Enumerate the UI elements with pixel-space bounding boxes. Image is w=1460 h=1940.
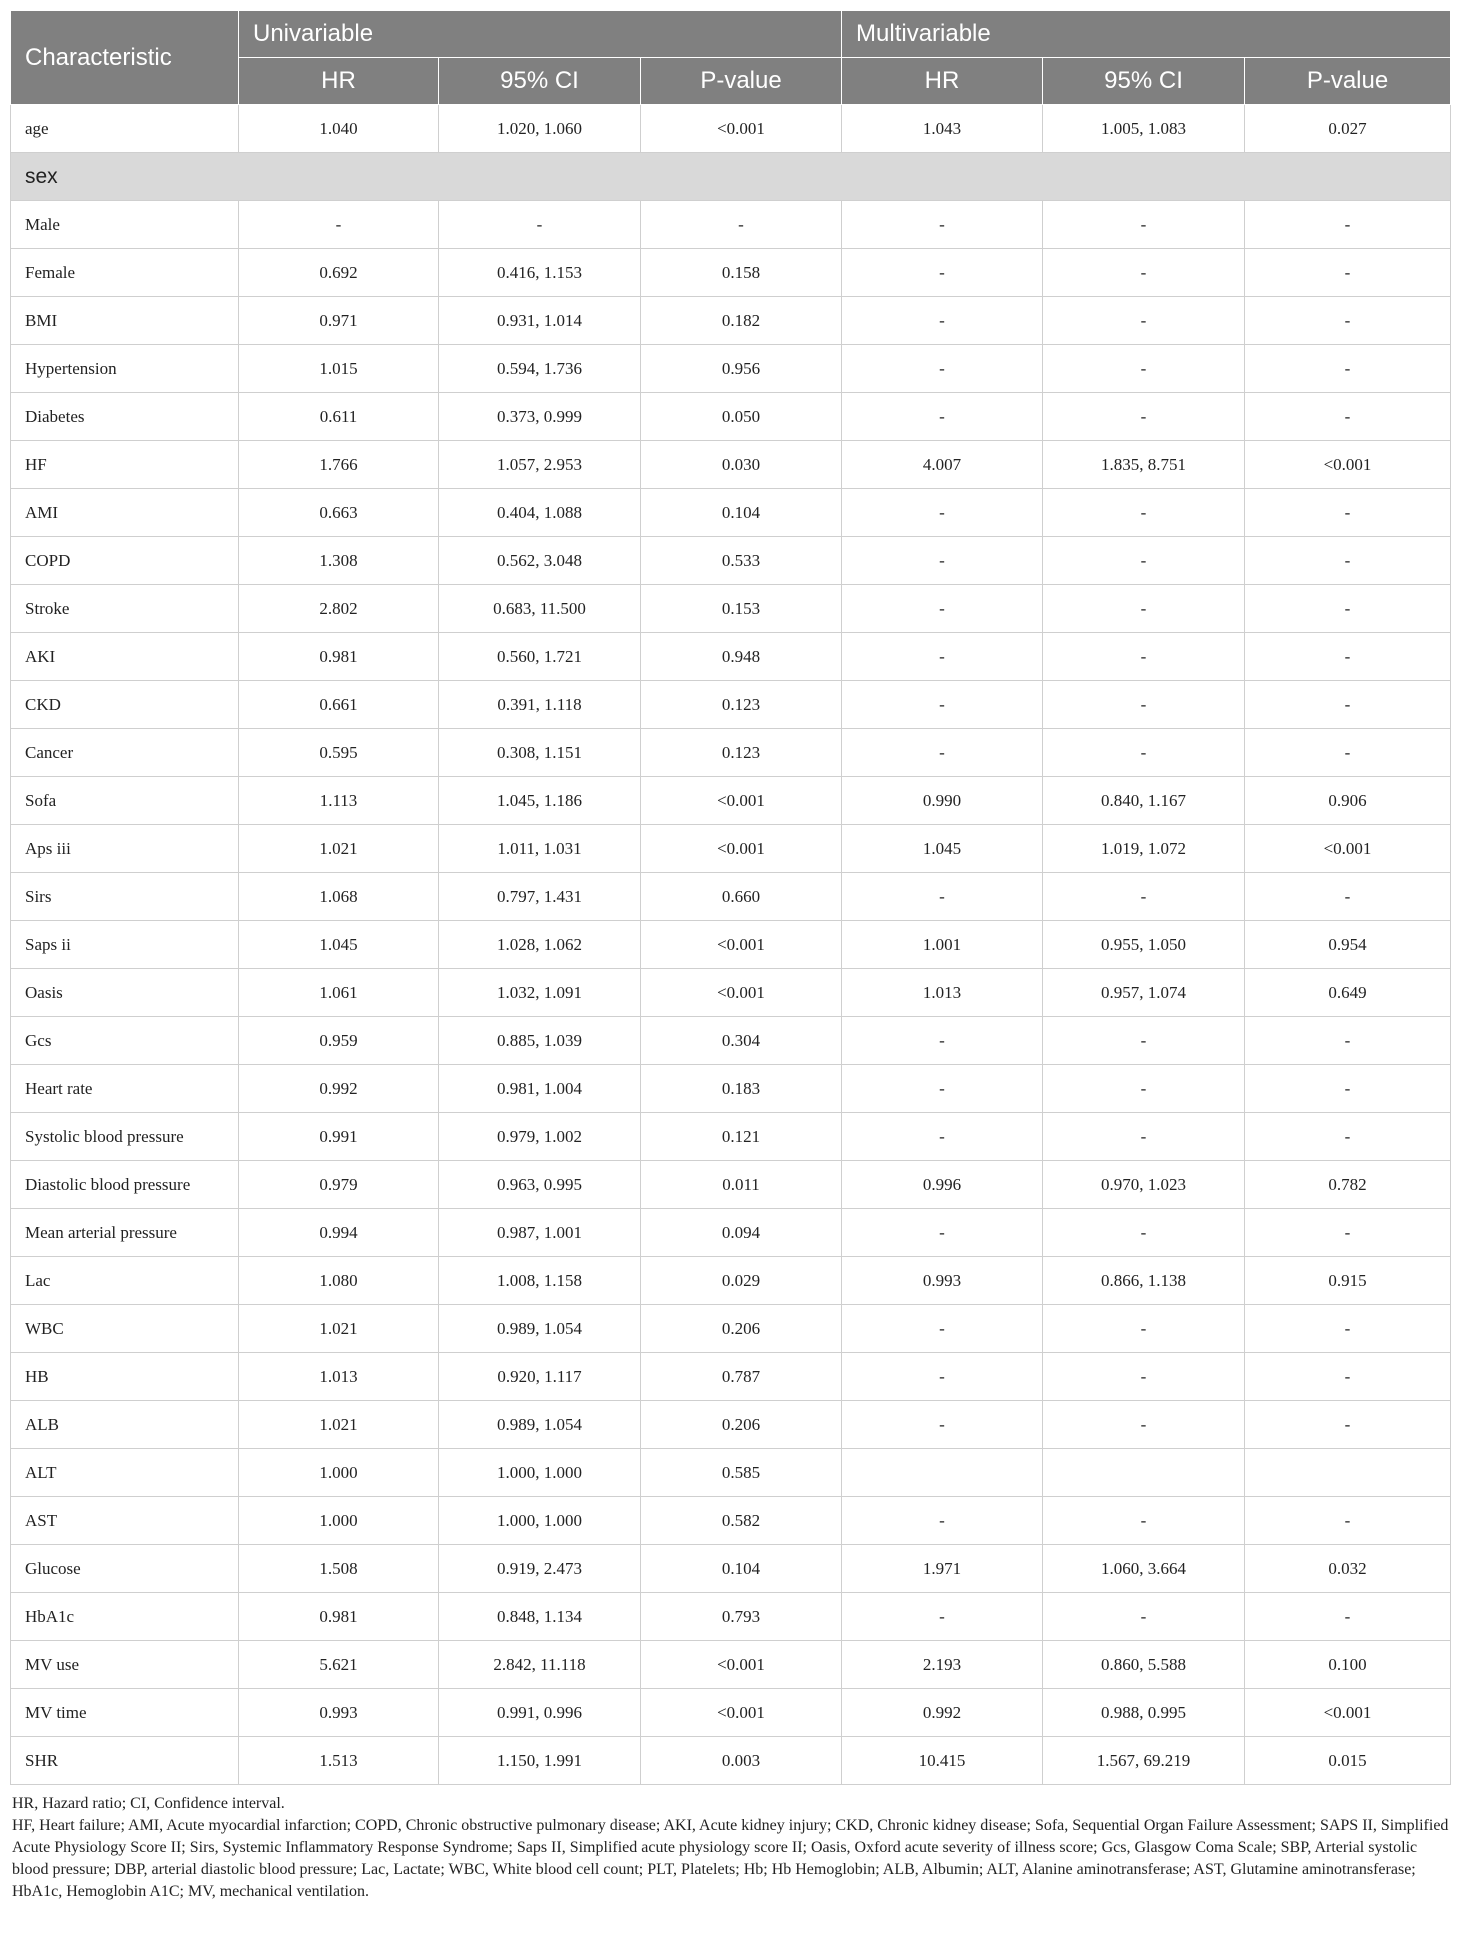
table-row <box>11 393 1451 441</box>
table-row <box>11 1737 1451 1785</box>
multi-ci-cell: 0.866, 1.138 <box>1043 1257 1245 1305</box>
uni-hr-cell: 1.766 <box>239 441 439 489</box>
table-row <box>11 1209 1451 1257</box>
multi-hr-cell: 10.415 <box>842 1737 1043 1785</box>
multi-hr-cell: - <box>842 489 1043 537</box>
multi-ci-cell: - <box>1043 489 1245 537</box>
uni-hr-cell: 0.692 <box>239 249 439 297</box>
table-row <box>11 201 1451 249</box>
uni-ci-cell: 1.028, 1.062 <box>439 921 641 969</box>
uni-hr-cell: 1.000 <box>239 1497 439 1545</box>
table-row <box>11 1545 1451 1593</box>
multi-ci-cell: - <box>1043 1593 1245 1641</box>
multi-pvalue-cell: - <box>1245 873 1451 921</box>
table-row <box>11 681 1451 729</box>
uni-pvalue-cell: 0.153 <box>641 585 842 633</box>
multi-ci-header: 95% CI <box>1043 58 1245 105</box>
multi-hr-cell: - <box>842 585 1043 633</box>
table-row <box>11 489 1451 537</box>
row-label: Hypertension <box>11 345 239 393</box>
row-label: Mean arterial pressure <box>11 1209 239 1257</box>
multi-ci-cell: - <box>1043 1305 1245 1353</box>
uni-ci-cell: 1.150, 1.991 <box>439 1737 641 1785</box>
univariable-header: Univariable <box>239 11 842 58</box>
section-label: sex <box>11 153 1451 201</box>
table-row <box>11 1305 1451 1353</box>
uni-ci-cell: 0.416, 1.153 <box>439 249 641 297</box>
section-row <box>11 153 1451 201</box>
row-label: Diastolic blood pressure <box>11 1161 239 1209</box>
uni-ci-cell: - <box>439 201 641 249</box>
multi-pvalue-cell: - <box>1245 633 1451 681</box>
multi-hr-cell: 1.013 <box>842 969 1043 1017</box>
multi-ci-cell: - <box>1043 345 1245 393</box>
uni-hr-cell: 1.513 <box>239 1737 439 1785</box>
uni-ci-cell: 1.000, 1.000 <box>439 1497 641 1545</box>
uni-hr-cell: 1.000 <box>239 1449 439 1497</box>
uni-ci-cell: 2.842, 11.118 <box>439 1641 641 1689</box>
multi-hr-cell: - <box>842 1065 1043 1113</box>
multi-pvalue-cell: - <box>1245 1593 1451 1641</box>
uni-ci-cell: 0.920, 1.117 <box>439 1353 641 1401</box>
multi-pvalue-cell: - <box>1245 1017 1451 1065</box>
uni-ci-cell: 0.885, 1.039 <box>439 1017 641 1065</box>
row-label: HF <box>11 441 239 489</box>
multi-pvalue-header: P-value <box>1245 58 1451 105</box>
multi-hr-cell <box>842 1449 1043 1497</box>
row-label: COPD <box>11 537 239 585</box>
uni-ci-header: 95% CI <box>439 58 641 105</box>
uni-pvalue-cell: <0.001 <box>641 921 842 969</box>
multi-hr-cell: - <box>842 201 1043 249</box>
uni-ci-cell: 0.797, 1.431 <box>439 873 641 921</box>
uni-ci-cell: 0.848, 1.134 <box>439 1593 641 1641</box>
multi-pvalue-cell: - <box>1245 201 1451 249</box>
multi-hr-cell: 0.993 <box>842 1257 1043 1305</box>
row-label: CKD <box>11 681 239 729</box>
uni-ci-cell: 0.683, 11.500 <box>439 585 641 633</box>
uni-ci-cell: 0.989, 1.054 <box>439 1305 641 1353</box>
multi-hr-cell: 0.990 <box>842 777 1043 825</box>
multivariable-header: Multivariable <box>842 11 1451 58</box>
table-row <box>11 1353 1451 1401</box>
row-label: HbA1c <box>11 1593 239 1641</box>
multi-hr-cell: - <box>842 1593 1043 1641</box>
multi-pvalue-cell: - <box>1245 1497 1451 1545</box>
table-row <box>11 1017 1451 1065</box>
multi-ci-cell: 1.019, 1.072 <box>1043 825 1245 873</box>
multi-hr-cell: - <box>842 1017 1043 1065</box>
multi-pvalue-cell: - <box>1245 489 1451 537</box>
row-label: HB <box>11 1353 239 1401</box>
uni-pvalue-cell: 0.104 <box>641 489 842 537</box>
uni-pvalue-cell: 0.094 <box>641 1209 842 1257</box>
multi-ci-cell: - <box>1043 729 1245 777</box>
multi-ci-cell: 1.567, 69.219 <box>1043 1737 1245 1785</box>
uni-ci-cell: 1.057, 2.953 <box>439 441 641 489</box>
uni-pvalue-cell: 0.183 <box>641 1065 842 1113</box>
row-label: age <box>11 105 239 153</box>
uni-hr-cell: 1.021 <box>239 825 439 873</box>
multi-pvalue-cell: - <box>1245 1113 1451 1161</box>
multi-ci-cell: - <box>1043 1113 1245 1161</box>
table-row <box>11 1449 1451 1497</box>
multi-ci-cell: - <box>1043 537 1245 585</box>
uni-pvalue-cell: 0.123 <box>641 729 842 777</box>
multi-pvalue-cell: 0.032 <box>1245 1545 1451 1593</box>
table-row <box>11 873 1451 921</box>
uni-pvalue-cell: 0.787 <box>641 1353 842 1401</box>
uni-hr-cell: 5.621 <box>239 1641 439 1689</box>
multi-pvalue-cell: - <box>1245 537 1451 585</box>
row-label: Heart rate <box>11 1065 239 1113</box>
multi-hr-cell: - <box>842 681 1043 729</box>
uni-pvalue-cell: <0.001 <box>641 1689 842 1737</box>
uni-ci-cell: 0.308, 1.151 <box>439 729 641 777</box>
uni-hr-cell: 0.959 <box>239 1017 439 1065</box>
uni-ci-cell: 0.979, 1.002 <box>439 1113 641 1161</box>
table-row <box>11 1689 1451 1737</box>
uni-pvalue-cell: <0.001 <box>641 1641 842 1689</box>
multi-pvalue-cell: 0.906 <box>1245 777 1451 825</box>
uni-pvalue-cell: 0.123 <box>641 681 842 729</box>
uni-pvalue-cell: 0.793 <box>641 1593 842 1641</box>
multi-ci-cell: - <box>1043 249 1245 297</box>
row-label: MV time <box>11 1689 239 1737</box>
regression-table <box>10 10 1451 1785</box>
uni-hr-cell: 0.661 <box>239 681 439 729</box>
table-row <box>11 1113 1451 1161</box>
uni-hr-cell: 0.992 <box>239 1065 439 1113</box>
uni-pvalue-cell: 0.582 <box>641 1497 842 1545</box>
uni-hr-cell: 0.994 <box>239 1209 439 1257</box>
uni-pvalue-cell: 0.660 <box>641 873 842 921</box>
row-label: AKI <box>11 633 239 681</box>
multi-pvalue-cell: <0.001 <box>1245 825 1451 873</box>
uni-hr-cell: - <box>239 201 439 249</box>
multi-hr-cell: - <box>842 1497 1043 1545</box>
uni-pvalue-cell: 0.121 <box>641 1113 842 1161</box>
multi-ci-cell: 0.988, 0.995 <box>1043 1689 1245 1737</box>
uni-ci-cell: 0.562, 3.048 <box>439 537 641 585</box>
uni-pvalue-cell: <0.001 <box>641 105 842 153</box>
multi-hr-cell: - <box>842 1113 1043 1161</box>
row-label: Sofa <box>11 777 239 825</box>
footnotes <box>10 1793 1450 1903</box>
multi-hr-cell: - <box>842 1209 1043 1257</box>
uni-pvalue-cell: 0.029 <box>641 1257 842 1305</box>
multi-pvalue-cell: - <box>1245 1065 1451 1113</box>
uni-pvalue-cell: <0.001 <box>641 969 842 1017</box>
uni-hr-cell: 1.061 <box>239 969 439 1017</box>
row-label: ALB <box>11 1401 239 1449</box>
multi-pvalue-cell <box>1245 1449 1451 1497</box>
multi-hr-cell: - <box>842 1353 1043 1401</box>
uni-pvalue-cell: 0.182 <box>641 297 842 345</box>
row-label: Diabetes <box>11 393 239 441</box>
row-label: Lac <box>11 1257 239 1305</box>
uni-ci-cell: 0.981, 1.004 <box>439 1065 641 1113</box>
row-label: AMI <box>11 489 239 537</box>
uni-hr-cell: 0.981 <box>239 1593 439 1641</box>
uni-hr-cell: 1.113 <box>239 777 439 825</box>
uni-hr-cell: 1.021 <box>239 1401 439 1449</box>
multi-ci-cell: - <box>1043 1401 1245 1449</box>
multi-hr-cell: 1.045 <box>842 825 1043 873</box>
multi-ci-cell: 0.840, 1.167 <box>1043 777 1245 825</box>
multi-pvalue-cell: - <box>1245 393 1451 441</box>
row-label: Systolic blood pressure <box>11 1113 239 1161</box>
uni-pvalue-cell: 0.585 <box>641 1449 842 1497</box>
row-label: Female <box>11 249 239 297</box>
uni-pvalue-cell: <0.001 <box>641 825 842 873</box>
row-label: Aps iii <box>11 825 239 873</box>
multi-ci-cell: - <box>1043 297 1245 345</box>
uni-hr-cell: 0.993 <box>239 1689 439 1737</box>
multi-hr-cell: - <box>842 393 1043 441</box>
multi-pvalue-cell: - <box>1245 681 1451 729</box>
multi-pvalue-cell: 0.954 <box>1245 921 1451 969</box>
table-row <box>11 969 1451 1017</box>
multi-hr-header: HR <box>842 58 1043 105</box>
uni-ci-cell: 1.032, 1.091 <box>439 969 641 1017</box>
row-label: BMI <box>11 297 239 345</box>
table-row <box>11 1257 1451 1305</box>
multi-hr-cell: 1.043 <box>842 105 1043 153</box>
uni-hr-cell: 1.045 <box>239 921 439 969</box>
multi-hr-cell: 4.007 <box>842 441 1043 489</box>
multi-ci-cell: 0.957, 1.074 <box>1043 969 1245 1017</box>
uni-hr-cell: 1.508 <box>239 1545 439 1593</box>
table-row <box>11 921 1451 969</box>
characteristic-header: Characteristic <box>11 11 239 105</box>
table-row <box>11 1641 1451 1689</box>
uni-ci-cell: 0.991, 0.996 <box>439 1689 641 1737</box>
table-header <box>11 11 1451 105</box>
multi-hr-cell: - <box>842 1305 1043 1353</box>
uni-hr-cell: 0.979 <box>239 1161 439 1209</box>
uni-ci-cell: 1.000, 1.000 <box>439 1449 641 1497</box>
multi-hr-cell: - <box>842 1401 1043 1449</box>
row-label: Stroke <box>11 585 239 633</box>
multi-hr-cell: - <box>842 345 1043 393</box>
row-label: Gcs <box>11 1017 239 1065</box>
multi-pvalue-cell: 0.015 <box>1245 1737 1451 1785</box>
uni-hr-cell: 0.611 <box>239 393 439 441</box>
uni-hr-cell: 1.013 <box>239 1353 439 1401</box>
table-row <box>11 1161 1451 1209</box>
row-label: Saps ii <box>11 921 239 969</box>
table-row <box>11 345 1451 393</box>
table-row <box>11 825 1451 873</box>
uni-hr-cell: 0.595 <box>239 729 439 777</box>
uni-pvalue-cell: 0.003 <box>641 1737 842 1785</box>
multi-ci-cell: 1.005, 1.083 <box>1043 105 1245 153</box>
uni-hr-cell: 1.015 <box>239 345 439 393</box>
table-row <box>11 1497 1451 1545</box>
row-label: ALT <box>11 1449 239 1497</box>
row-label: Male <box>11 201 239 249</box>
uni-hr-cell: 2.802 <box>239 585 439 633</box>
uni-hr-cell: 0.971 <box>239 297 439 345</box>
table-body <box>11 105 1451 1785</box>
table-row <box>11 249 1451 297</box>
multi-ci-cell: 1.835, 8.751 <box>1043 441 1245 489</box>
uni-ci-cell: 0.931, 1.014 <box>439 297 641 345</box>
uni-pvalue-cell: 0.533 <box>641 537 842 585</box>
footnote-abbrev-long: HF, Heart failure; AMI, Acute myocardial infarction; COPD, Chronic obstructive pulmonary disease; AKI, Acute kidney injury; CKD, Chronic kidney disease; Sofa, Sequential Organ Failure Assessment; SAPS II, Simplified Acute Physiology Score II; Sirs, Systemic Inflammatory Response Syndrome; Saps II, Simplified acute physiology score II; Oasis, Oxford acute severity of illness score; Gcs, Glasgow Coma Scale; SBP, Arterial systolic blood pressure; DBP, arterial diastolic blood pressure; Lac, Lactate; WBC, White blood cell count; PLT, Platelets; Hb; Hb Hemoglobin; ALB, Albumin; ALT, Alanine aminotransferase; AST, Glutamine aminotransferase; HbA1c, Hemoglobin A1C; MV, mechanical ventilation. <box>12 1817 1449 1900</box>
table-row <box>11 105 1451 153</box>
uni-ci-cell: 0.919, 2.473 <box>439 1545 641 1593</box>
uni-hr-cell: 0.981 <box>239 633 439 681</box>
uni-hr-cell: 1.308 <box>239 537 439 585</box>
uni-pvalue-cell: 0.206 <box>641 1305 842 1353</box>
table-row <box>11 1593 1451 1641</box>
multi-pvalue-cell: - <box>1245 585 1451 633</box>
multi-ci-cell: - <box>1043 681 1245 729</box>
uni-ci-cell: 0.560, 1.721 <box>439 633 641 681</box>
multi-pvalue-cell: - <box>1245 1401 1451 1449</box>
uni-hr-cell: 1.021 <box>239 1305 439 1353</box>
multi-ci-cell: - <box>1043 1353 1245 1401</box>
multi-hr-cell: - <box>842 873 1043 921</box>
table-row <box>11 777 1451 825</box>
table-row <box>11 633 1451 681</box>
uni-ci-cell: 0.963, 0.995 <box>439 1161 641 1209</box>
uni-pvalue-cell: 0.956 <box>641 345 842 393</box>
uni-ci-cell: 1.020, 1.060 <box>439 105 641 153</box>
table-row <box>11 585 1451 633</box>
multi-pvalue-cell: <0.001 <box>1245 1689 1451 1737</box>
multi-pvalue-cell: - <box>1245 297 1451 345</box>
multi-hr-cell: - <box>842 249 1043 297</box>
multi-ci-cell: 0.955, 1.050 <box>1043 921 1245 969</box>
multi-ci-cell: - <box>1043 1209 1245 1257</box>
multi-pvalue-cell: 0.915 <box>1245 1257 1451 1305</box>
row-label: Oasis <box>11 969 239 1017</box>
multi-pvalue-cell: - <box>1245 1209 1451 1257</box>
footnote-abbrev-short: HR, Hazard ratio; CI, Confidence interval. <box>12 1795 285 1812</box>
multi-ci-cell: - <box>1043 633 1245 681</box>
multi-pvalue-cell: 0.100 <box>1245 1641 1451 1689</box>
uni-ci-cell: 1.011, 1.031 <box>439 825 641 873</box>
uni-ci-cell: 0.373, 0.999 <box>439 393 641 441</box>
uni-pvalue-cell: <0.001 <box>641 777 842 825</box>
uni-pvalue-cell: 0.104 <box>641 1545 842 1593</box>
row-label: Glucose <box>11 1545 239 1593</box>
multi-ci-cell: - <box>1043 393 1245 441</box>
uni-hr-cell: 0.991 <box>239 1113 439 1161</box>
multi-pvalue-cell: - <box>1245 729 1451 777</box>
uni-ci-cell: 0.404, 1.088 <box>439 489 641 537</box>
multi-ci-cell: - <box>1043 585 1245 633</box>
multi-hr-cell: - <box>842 297 1043 345</box>
multi-pvalue-cell: - <box>1245 249 1451 297</box>
row-label: WBC <box>11 1305 239 1353</box>
row-label: Sirs <box>11 873 239 921</box>
uni-ci-cell: 0.391, 1.118 <box>439 681 641 729</box>
multi-ci-cell: - <box>1043 1017 1245 1065</box>
multi-pvalue-cell: 0.649 <box>1245 969 1451 1017</box>
multi-pvalue-cell: - <box>1245 1305 1451 1353</box>
row-label: Cancer <box>11 729 239 777</box>
table-row <box>11 729 1451 777</box>
uni-ci-cell: 0.989, 1.054 <box>439 1401 641 1449</box>
multi-hr-cell: - <box>842 633 1043 681</box>
uni-pvalue-cell: 0.304 <box>641 1017 842 1065</box>
multi-ci-cell: - <box>1043 1497 1245 1545</box>
uni-pvalue-cell: - <box>641 201 842 249</box>
multi-ci-cell: 0.860, 5.588 <box>1043 1641 1245 1689</box>
uni-pvalue-cell: 0.050 <box>641 393 842 441</box>
table-row <box>11 537 1451 585</box>
document <box>10 10 1450 1903</box>
uni-pvalue-cell: 0.206 <box>641 1401 842 1449</box>
uni-pvalue-cell: 0.158 <box>641 249 842 297</box>
multi-pvalue-cell: - <box>1245 1353 1451 1401</box>
multi-ci-cell: - <box>1043 201 1245 249</box>
multi-hr-cell: 0.992 <box>842 1689 1043 1737</box>
row-label: AST <box>11 1497 239 1545</box>
multi-hr-cell: 1.971 <box>842 1545 1043 1593</box>
multi-hr-cell: - <box>842 537 1043 585</box>
multi-ci-cell: 1.060, 3.664 <box>1043 1545 1245 1593</box>
row-label: MV use <box>11 1641 239 1689</box>
uni-hr-cell: 1.080 <box>239 1257 439 1305</box>
uni-hr-cell: 1.040 <box>239 105 439 153</box>
multi-ci-cell: 0.970, 1.023 <box>1043 1161 1245 1209</box>
multi-pvalue-cell: - <box>1245 345 1451 393</box>
multi-pvalue-cell: 0.027 <box>1245 105 1451 153</box>
multi-pvalue-cell: 0.782 <box>1245 1161 1451 1209</box>
multi-pvalue-cell: <0.001 <box>1245 441 1451 489</box>
multi-ci-cell <box>1043 1449 1245 1497</box>
uni-hr-cell: 0.663 <box>239 489 439 537</box>
uni-pvalue-cell: 0.948 <box>641 633 842 681</box>
multi-hr-cell: - <box>842 729 1043 777</box>
multi-hr-cell: 0.996 <box>842 1161 1043 1209</box>
row-label: SHR <box>11 1737 239 1785</box>
uni-ci-cell: 0.594, 1.736 <box>439 345 641 393</box>
uni-pvalue-cell: 0.011 <box>641 1161 842 1209</box>
table-row <box>11 441 1451 489</box>
uni-hr-header: HR <box>239 58 439 105</box>
uni-pvalue-header: P-value <box>641 58 842 105</box>
multi-hr-cell: 2.193 <box>842 1641 1043 1689</box>
uni-ci-cell: 1.045, 1.186 <box>439 777 641 825</box>
multi-ci-cell: - <box>1043 1065 1245 1113</box>
table-row <box>11 1401 1451 1449</box>
multi-ci-cell: - <box>1043 873 1245 921</box>
uni-ci-cell: 1.008, 1.158 <box>439 1257 641 1305</box>
table-row <box>11 1065 1451 1113</box>
multi-hr-cell: 1.001 <box>842 921 1043 969</box>
uni-hr-cell: 1.068 <box>239 873 439 921</box>
uni-pvalue-cell: 0.030 <box>641 441 842 489</box>
uni-ci-cell: 0.987, 1.001 <box>439 1209 641 1257</box>
table-row <box>11 297 1451 345</box>
